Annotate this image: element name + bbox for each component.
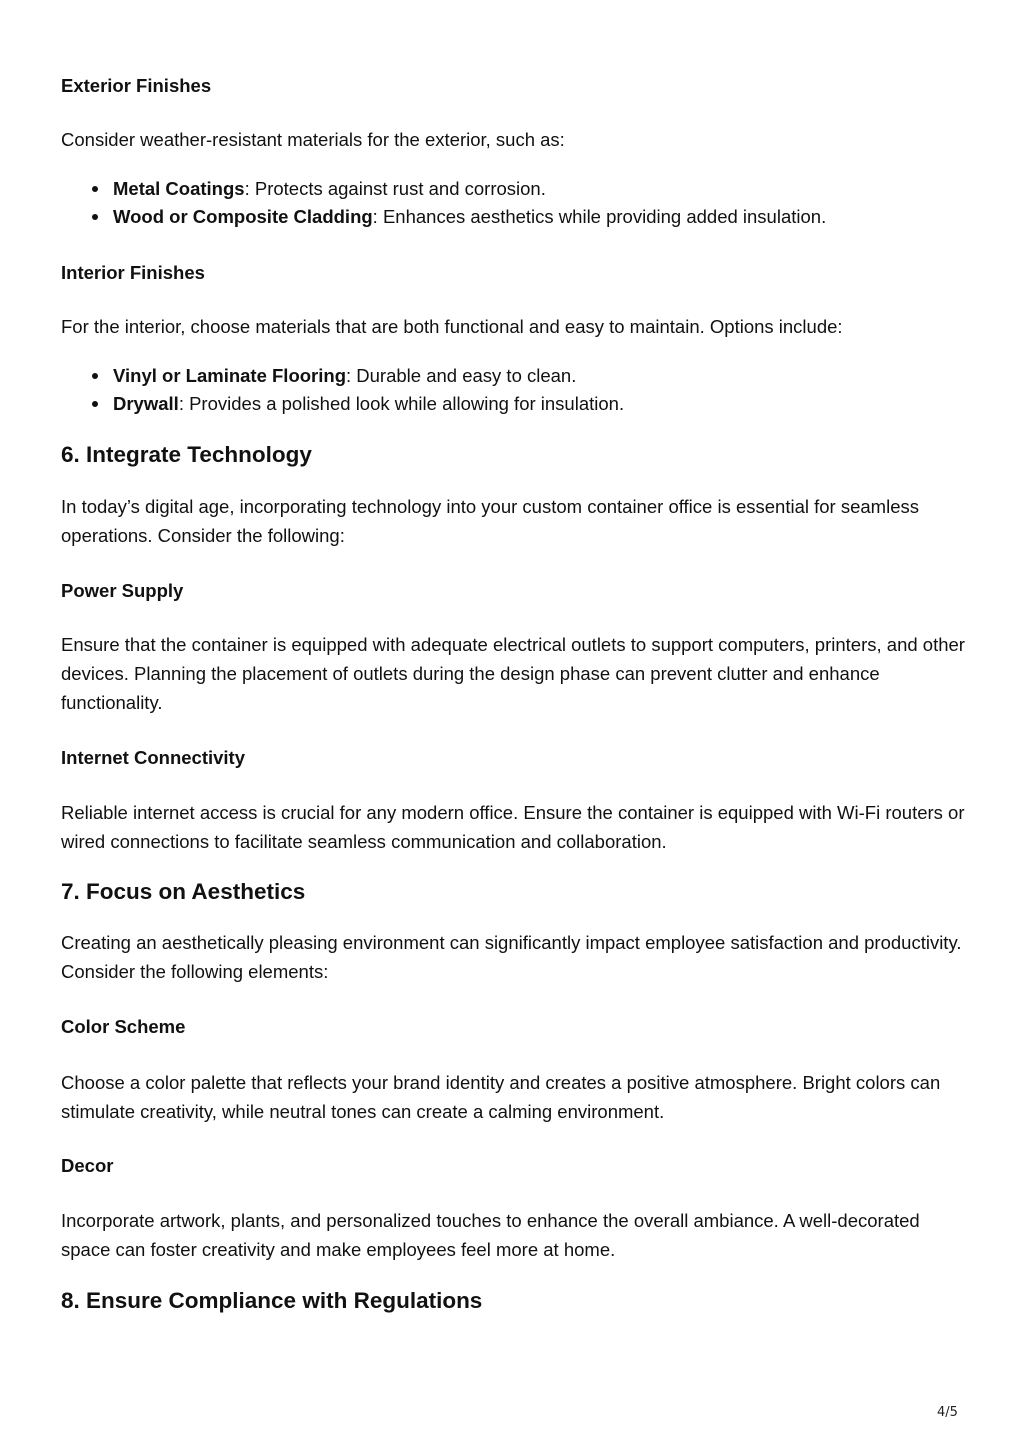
section-6-intro: In today’s digital age, incorporating technology into your custom container office is essential for seamless operations. Consider the following: <box>61 496 919 546</box>
section-6-heading: 6. Integrate Technology <box>61 442 312 467</box>
interior-finishes-intro: For the interior, choose materials that are both functional and easy to maintain. Options include: <box>61 316 843 337</box>
bullet-icon <box>92 401 98 407</box>
list-item-desc: : Durable and easy to clean. <box>346 365 577 386</box>
list-item-term: Vinyl or Laminate Flooring <box>113 365 346 386</box>
section-8-heading: 8. Ensure Compliance with Regulations <box>61 1288 483 1313</box>
decor-text: Incorporate artwork, plants, and personalized touches to enhance the overall ambiance. A well-decorated space can foster creativity and make employees feel more at home. <box>61 1210 920 1260</box>
list-item <box>113 203 826 231</box>
interior-finishes-heading: Interior Finishes <box>61 262 205 283</box>
section-7-heading: 7. Focus on Aesthetics <box>61 879 306 904</box>
exterior-finishes-intro: Consider weather-resistant materials for the exterior, such as: <box>61 129 565 150</box>
decor-heading: Decor <box>61 1155 114 1176</box>
exterior-finishes-heading: Exterior Finishes <box>61 75 212 96</box>
internet-connectivity-heading: Internet Connectivity <box>61 747 245 768</box>
bullet-icon <box>92 186 98 192</box>
list-item <box>113 175 546 203</box>
power-supply-heading: Power Supply <box>61 580 184 601</box>
list-item <box>113 390 624 418</box>
list-item-term: Drywall <box>113 393 179 414</box>
color-scheme-heading: Color Scheme <box>61 1016 186 1037</box>
internet-connectivity-text: Reliable internet access is crucial for any modern office. Ensure the container is equipped with Wi-Fi routers or wired connections to facilitate seamless communication and collaboration. <box>61 802 965 852</box>
list-item-term: Wood or Composite Cladding <box>113 206 373 227</box>
section-7-intro: Creating an aesthetically pleasing environment can significantly impact employee satisfaction and productivity. Consider the following elements: <box>61 932 962 982</box>
page-number: 4/5 <box>937 1405 958 1420</box>
list-item <box>113 362 576 390</box>
list-item-term: Metal Coatings <box>113 178 245 199</box>
color-scheme-text: Choose a color palette that reflects your brand identity and creates a positive atmosphere. Bright colors can stimulate creativity, while neutral tones can create a calming environment. <box>61 1072 941 1122</box>
list-item-desc: : Protects against rust and corrosion. <box>244 178 546 199</box>
list-item-desc: : Enhances aesthetics while providing added insulation. <box>372 206 827 227</box>
power-supply-text: Ensure that the container is equipped with adequate electrical outlets to support computers, printers, and other devices. Planning the placement of outlets during the design phase can prevent clutter and enhance functionality. <box>61 634 965 713</box>
bullet-icon <box>92 373 98 379</box>
bullet-icon <box>92 214 98 220</box>
list-item-desc: : Provides a polished look while allowing for insulation. <box>178 393 625 414</box>
